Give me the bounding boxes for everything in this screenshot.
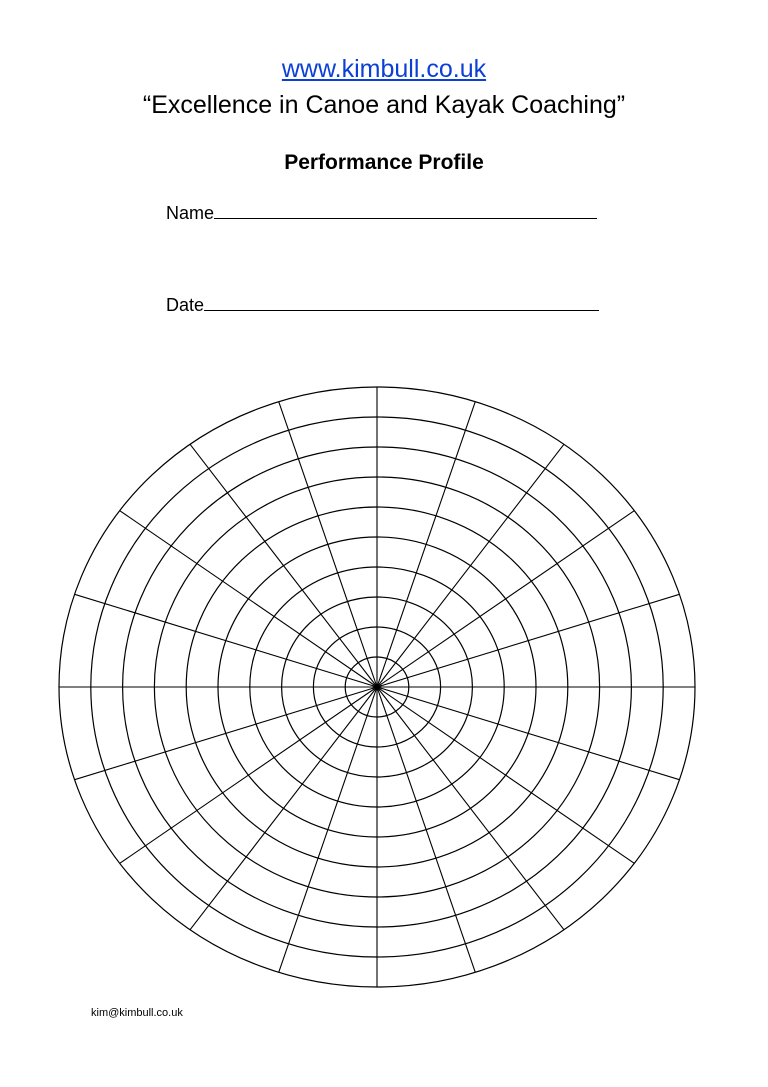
wheel-spoke — [190, 687, 377, 930]
page-title: Performance Profile — [284, 151, 484, 174]
wheel-spoke — [377, 687, 634, 863]
wheel-spoke — [377, 511, 634, 687]
footer-email[interactable]: kim@kimbull.co.uk — [91, 1007, 183, 1019]
website-link[interactable]: www.kimbull.co.uk — [281, 55, 487, 83]
wheel-spoke — [377, 444, 564, 687]
date-label: Date — [166, 295, 205, 315]
name-label: Name — [166, 203, 215, 223]
tagline: “Excellence in Canoe and Kayak Coaching” — [142, 91, 626, 119]
wheel-spoke — [190, 444, 377, 687]
wheel-spokes — [59, 387, 695, 987]
wheel-spoke — [377, 687, 564, 930]
wheel-spoke — [120, 511, 377, 687]
wheel-spoke — [120, 687, 377, 863]
